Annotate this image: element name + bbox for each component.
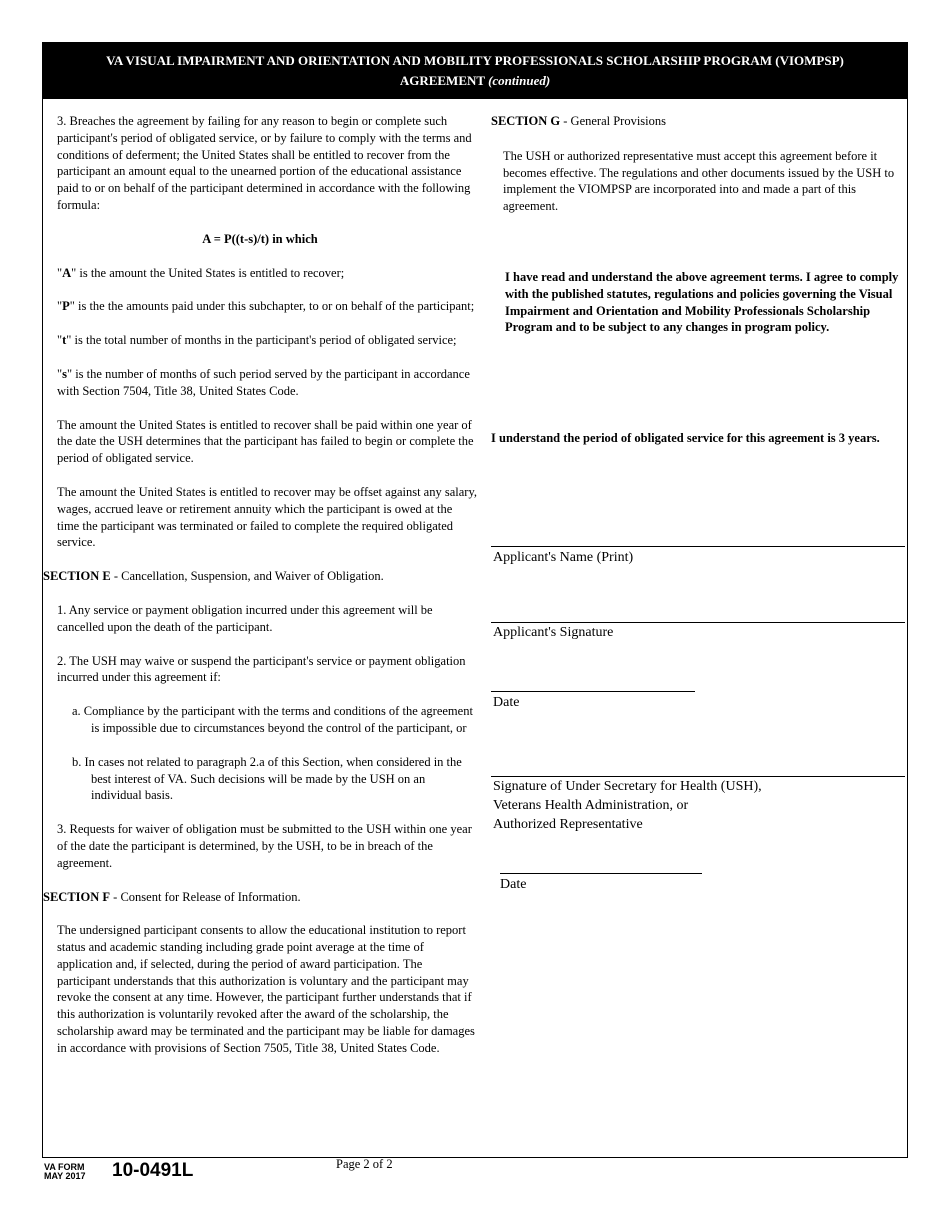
ush-date-label: Date <box>500 877 527 892</box>
definition-t: "t" is the total number of months in the participant's period of obligated service; <box>57 333 457 348</box>
section-e-item-1: 1. Any service or payment obligation incurred under this agreement will be cancelled upon the death of the participant. <box>57 602 433 634</box>
section-e-title: - Cancellation, Suspension, and Waiver of Obligation. <box>110 569 384 584</box>
form-header <box>43 43 907 99</box>
definition-s-text: " is the number of months of such period served by the participant in accordance with Section 7504, Title 38, United States Code. <box>57 366 470 398</box>
definition-a-key: A <box>62 265 72 280</box>
form-footer-id <box>44 1163 86 1181</box>
left-column <box>43 113 477 1057</box>
applicant-date-label: Date <box>493 695 520 710</box>
ush-signature-label-line3: Authorized Representative <box>493 817 643 832</box>
section-g-label: SECTION G <box>491 114 561 128</box>
section-g-text: The USH or authorized representative must accept this agreement before it becomes effective. The regulations and other documents issued by the USH to implement the VIOMPSP are incorporated into and made a part of this agreement. <box>503 148 895 214</box>
section-e-item-2b: b. In cases not related to paragraph 2.a of this Section, when considered in the best interest of VA. Such decisions will be made by the USH on an individual basis. <box>72 754 462 803</box>
section-g-title: - General Provisions <box>560 114 667 128</box>
definition-a: "A" is the amount the United States is entitled to recover; <box>57 265 345 280</box>
definition-s: "s" is the number of months of such period served by the participant in accordance with Section 7504, Title 38, United States Code. <box>57 366 470 398</box>
applicant-date-line[interactable] <box>491 691 695 692</box>
definition-p-key: P <box>62 299 70 314</box>
section-g-heading <box>491 113 905 130</box>
definition-p-text: " is the the amounts paid under this subchapter, to or on behalf of the participant; <box>69 299 475 314</box>
definition-s-key: s <box>62 366 67 381</box>
ush-signature-label-line1: Signature of Under Secretary for Health (USH), <box>493 779 762 794</box>
breach-paragraph: 3. Breaches the agreement by failing for any reason to begin or complete such participant's period of obligated service, or by failure to comply with the terms and conditions of deferment; the United States shall be entitled to recover from the participant an amount equal to the unearned portion of the educational assistance paid to or on behalf of the participant determined in accordance with the following formula: <box>57 114 472 212</box>
section-e-item-2a: a. Compliance by the participant with the terms and conditions of the agreement is impossible due to circumstances beyond the control of the participant, or <box>72 704 473 735</box>
section-e-item-3: 3. Requests for waiver of obligation must be submitted to the USH within one year of the date the participant is determined, by the USH, to be in breach of the agreement. <box>57 822 472 870</box>
offset-paragraph: The amount the United States is entitled to recover may be offset against any salary, wages, accrued leave or retirement annuity which the participant is owed at the time the participant was terminated or failed to complete the required obligated service. <box>57 484 478 550</box>
ush-date-line[interactable] <box>500 873 702 874</box>
header-title-agreement: AGREEMENT <box>399 73 485 88</box>
definition-p: "P" is the the amounts paid under this subchapter, to or on behalf of the participant; <box>57 299 475 314</box>
section-f-heading <box>43 889 477 906</box>
definition-t-text: " is the total number of months in the participant's period of obligated service; <box>66 333 457 348</box>
section-e-label: SECTION E <box>43 569 111 584</box>
definition-a-text: " is the amount the United States is entitled to recover; <box>71 265 345 280</box>
section-f-text: The undersigned participant consents to allow the educational institution to report status and academic standing including grade point average at the time of application and, if selected, during the period of award participation. The participant understands that this authorization is voluntary and the participant may revoke the consent at any time. However, the participant further understands that if this authorization is voluntarily revoked after the award of the scholarship, the scholarship award may be terminated and the participant may be liable for damages in accordance with provisions of Section 7505, Title 38, United States Code. <box>57 923 475 1055</box>
recover-paragraph: The amount the United States is entitled to recover shall be paid within one year of the date the USH determines that the participant has failed to begin or complete the period of obligated service. <box>57 417 474 466</box>
applicant-signature-label: Applicant's Signature <box>493 625 614 640</box>
right-column <box>491 113 905 215</box>
form-date: MAY 2017 <box>44 1171 86 1181</box>
acknowledgement-text: I have read and understand the above agreement terms. I agree to comply with the published statutes, regulations and policies governing the Visual Impairment and Orientation and Mobility Professionals Scholarship Program and to be subject to any changes in program policy. <box>505 270 899 335</box>
ush-signature-label-line2: Veterans Health Administration, or <box>493 798 689 813</box>
form-frame <box>42 42 908 1158</box>
header-title-line1: VA VISUAL IMPAIRMENT AND ORIENTATION AND MOBILITY PROFESSIONALS SCHOLARSHIP PROGRAM (VIOMPSP) <box>106 53 844 68</box>
recovery-formula: A = P((t-s)/t) in which <box>202 231 318 246</box>
page-number: Page 2 of 2 <box>336 1157 393 1171</box>
header-title-line2 <box>43 71 907 91</box>
section-e-item-2: 2. The USH may waive or suspend the participant's service or payment obligation incurred under this agreement if: <box>57 653 466 685</box>
applicant-name-line[interactable] <box>491 546 905 547</box>
ush-signature-label <box>493 777 762 834</box>
form-number: 10-0491L <box>112 1160 194 1181</box>
obligated-period-text: I understand the period of obligated service for this agreement is 3 years. <box>491 431 880 445</box>
section-e-heading <box>43 568 477 585</box>
section-f-title: - Consent for Release of Information. <box>110 889 301 904</box>
header-title-continued: (continued) <box>488 73 551 88</box>
section-f-label: SECTION F <box>43 889 111 904</box>
va-form-label: VA FORM <box>44 1162 85 1172</box>
definition-t-key: t <box>62 333 67 348</box>
applicant-name-label: Applicant's Name (Print) <box>493 550 634 565</box>
